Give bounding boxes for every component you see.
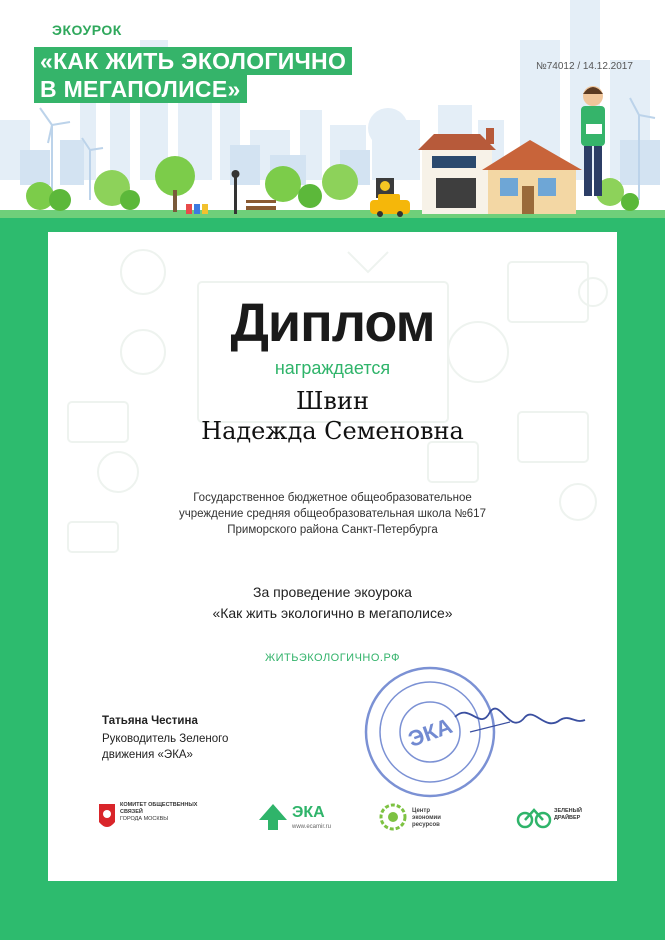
recipient-surname: Швин — [296, 387, 369, 415]
org-line: учреждение средняя общеобразовательная школа №617 — [179, 508, 486, 520]
awarded-label: награждается — [274, 358, 391, 378]
moscow-emblem-icon — [98, 802, 116, 832]
green-driver-text: ЗЕЛЕНЫЙ ДРАЙВЕР — [554, 808, 582, 821]
reason-line: «Как жить экологично в мегаполисе» — [212, 605, 453, 621]
org-line: Государственное бюджетное общеобразовательное — [193, 492, 472, 504]
signatory-name: Татьяна Честина — [102, 715, 198, 727]
recipient-name — [48, 386, 617, 446]
reason-line: За проведение экоурока — [253, 584, 412, 600]
org-line: Приморского района Санкт-Петербурга — [227, 524, 438, 536]
moscow-committee-logo — [98, 802, 218, 852]
eka-tree-icon — [258, 802, 288, 832]
eka-logo — [258, 802, 348, 852]
header-banner — [0, 0, 665, 232]
organization — [48, 490, 617, 538]
header-title-line1: «КАК ЖИТЬ ЭКОЛОГИЧНО — [34, 47, 352, 75]
stamp-seal — [360, 662, 590, 802]
diploma-title: Диплом — [230, 293, 435, 353]
role-line: Руководитель Зеленого — [102, 733, 229, 745]
website-link[interactable]: ЖИТЬЭКОЛОГИЧНО.РФ — [264, 652, 401, 664]
resource-circle-icon — [378, 802, 408, 832]
moscow-text: КОМИТЕТ ОБЩЕСТВЕННЫХ СВЯЗЕЙ ГОРОДА МОСКВЫ — [120, 802, 198, 822]
green-driver-icon — [516, 802, 552, 832]
green-driver-logo — [516, 802, 606, 852]
recipient-given-name: Надежда Семеновна — [201, 417, 464, 445]
resource-center-logo — [378, 802, 468, 852]
diploma-sheet — [48, 232, 617, 881]
stamp-center-text: ЭКА — [404, 713, 456, 752]
header-title-line2: В МЕГАПОЛИСЕ» — [34, 75, 247, 103]
ekourok-label: ЭКОУРОК — [52, 22, 122, 38]
role-line: движения «ЭКА» — [102, 749, 193, 761]
award-reason — [48, 582, 617, 624]
eka-name: ЭКА — [292, 804, 325, 821]
partner-logos — [48, 802, 617, 862]
resource-center-text: Центр экономии ресурсов — [412, 808, 441, 828]
signatory-role — [102, 731, 272, 763]
certificate-number: №74012 / 14.12.2017 — [536, 61, 633, 72]
eka-site: www.ecamir.ru — [292, 824, 332, 830]
